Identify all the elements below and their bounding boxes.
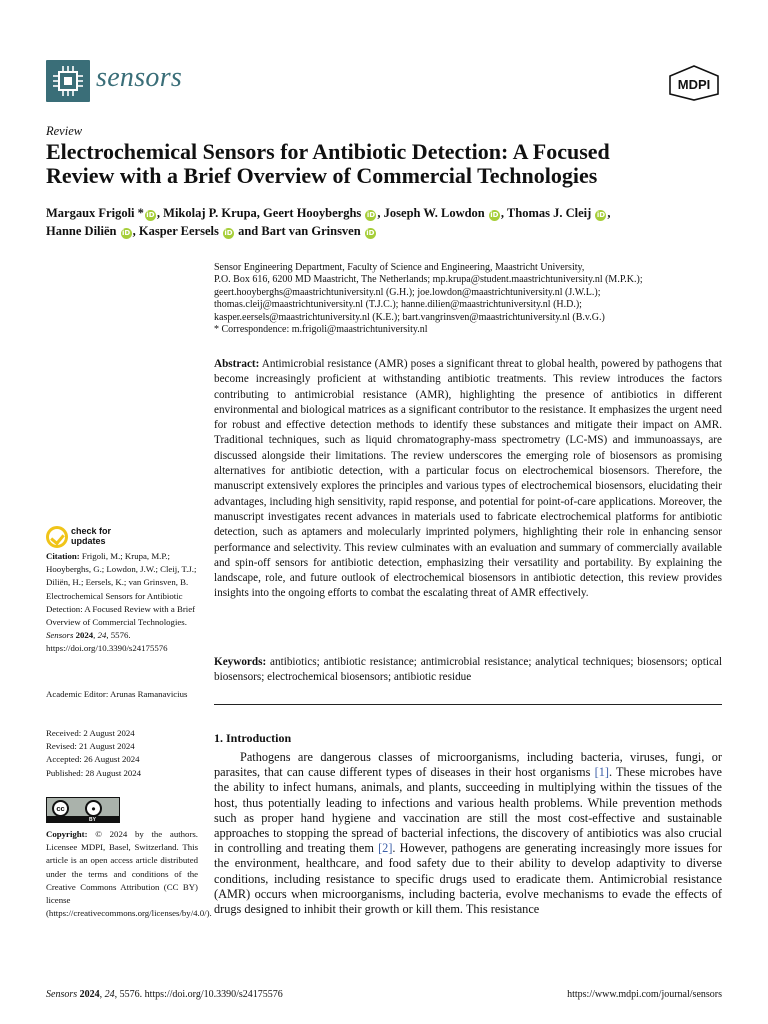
orcid-icon[interactable]: iD bbox=[490, 211, 499, 219]
footer-journal: Sensors bbox=[46, 989, 78, 1000]
intro-paragraph bbox=[214, 750, 722, 917]
orcid-icon[interactable]: iD bbox=[366, 211, 376, 219]
author-line bbox=[46, 204, 722, 222]
footer-year: 2024 bbox=[79, 989, 100, 1000]
author-name: and Bart van Grinsven bbox=[238, 224, 361, 238]
citation-doi[interactable]: , 5576. https://doi.org/10.3390/s24175576 bbox=[46, 630, 168, 654]
citation-year: 2024 bbox=[75, 630, 94, 641]
article-title bbox=[46, 140, 726, 188]
academic-editor: Academic Editor: Arunas Ramanavicius bbox=[46, 689, 188, 699]
abstract-text: Antimicrobial resistance (AMR) poses a significant threat to global health, powered by pathogens that become increasingly proficient at withstanding antibiotic treatments. This review introduces the factors contributing to antimicrobial resistance (AMR), highlighting the presence of antibiotics in different environmental and biological matrices as a significant contributor to the resistance. It emphasizes the urgent need for robust and effective detection methods to identify these substances and mitigate their impact on AMR. Traditional techniques, such as liquid chromatography-mass spectrometry (LC-MS) and immunoassays, are discussed alongside their limitations. The review underscores the emerging role of biosensors as promising alternatives for antibiotic detection, with a particular focus on electrochemical biosensors. Therefore, the manuscript extensively explores the principles and various types of electrochemical biosensors, elucidating their advantages, including high sensitivity, rapid response, and potential for point-of-care applications. Moreover, the manuscript investigates recent advances in materials used to fabricate electrochemical platforms for antibiotic detection, such as aptamers and molecularly imprinted polymers, highlighting their role in enhancing sensor performance and selectivity. This review culminates with an evaluation and summary of commercially available and spin-off sensors for antibiotic detection, emphasizing their versatility and portability. By explaining the landscape, role, and future outlook of electrochemical biosensors in antibiotic detection, this review provides insights into the ongoing efforts to combat the escalating threat of AMR effectively. bbox=[214, 358, 722, 600]
citation-link[interactable]: [1] bbox=[594, 765, 609, 780]
affiliation-block bbox=[214, 262, 724, 336]
attribution-person-icon: ● bbox=[85, 800, 102, 817]
journal-name: sensors bbox=[96, 62, 183, 93]
article-title-line: Review with a Brief Overview of Commercial Technologies bbox=[46, 163, 598, 188]
keywords bbox=[214, 655, 722, 686]
intro-text: . However, pathogens are generating increasingly more issues for the environment, healthcare, and food safety due to their ability to develop adaptivity to diverse conditions, including resistance to specific drugs used to eradicate them. Antimicrobial resistance (AMR) occurs when microorganisms, including bacteria, evolve mechanisms to evade the effects of drugs designed to inhibit their growth or kill them. This resistance bbox=[214, 841, 723, 917]
footer-citation: Sensors 2024, 24, 5576. https://doi.org/10.3390/s24175576 bbox=[46, 989, 283, 1000]
citation-label: Citation: bbox=[46, 551, 80, 561]
citation-journal: Sensors bbox=[46, 630, 74, 641]
dates-block bbox=[46, 727, 198, 780]
abstract bbox=[214, 357, 722, 602]
orcid-icon[interactable]: iD bbox=[146, 211, 155, 219]
author-line bbox=[46, 222, 722, 240]
article-title-line: Electrochemical Sensors for Antibiotic Detection: A Focused bbox=[46, 139, 610, 164]
copyright-text: © 2024 by the authors. Licensee MDPI, Basel, Switzerland. This article is an open access article distributed under the terms and conditions of the Creative Commons Attribution (CC BY) license (https://creativecommons.org/licenses/by/4.0/). bbox=[46, 829, 212, 919]
abstract-label: Abstract: bbox=[214, 358, 260, 370]
date-accepted: Accepted: 26 August 2024 bbox=[46, 754, 140, 765]
citation-link[interactable]: [2] bbox=[378, 841, 393, 856]
orcid-icon[interactable]: iD bbox=[366, 229, 375, 237]
section-heading: 1. Introduction bbox=[214, 731, 292, 745]
keywords-text: antibiotics; antibiotic resistance; antimicrobial resistance; analytical techniques; biosensors; optical biosensors; electrochemical biosensors; antibiotic residue bbox=[214, 656, 723, 684]
intro-text: Pathogens are dangerous classes of microorganisms, including bacteria, viruses, fungi, or parasites, that can cause different types of diseases in their host organisms bbox=[214, 750, 722, 780]
affiliation-line: thomas.cleij@maastrichtuniversity.nl (T.J.C.); hanne.dilien@maastrichtuniversity.nl (H.D.); bbox=[214, 299, 582, 311]
copyright-label: Copyright: bbox=[46, 829, 88, 839]
license-strip bbox=[47, 816, 119, 822]
check-updates-label bbox=[71, 527, 111, 546]
keywords-label: Keywords: bbox=[214, 656, 267, 668]
date-revised: Revised: 21 August 2024 bbox=[46, 741, 135, 752]
author-name: , Mikolaj P. Krupa, Geert Hooyberghs bbox=[156, 206, 362, 220]
orcid-icon[interactable]: iD bbox=[596, 211, 606, 219]
author-name: , Thomas J. Cleij bbox=[500, 206, 592, 220]
correspondence-line: * Correspondence: m.frigoli@maastrichtuniversity.nl bbox=[214, 324, 428, 336]
intro-text: . These microbes have the ability to infect humans, animals, and plants, succeeding in multiplying within the tissues of the host, thus potentially leading to infections and various health problems. While prevention methods such as proper hand hygiene and vaccination are still the most cost-effective and sustainable approaches to stopping the spread of bacterial infections, the discovery of antibiotics was also crucial in controlling and treating them bbox=[214, 765, 722, 856]
journal-header bbox=[46, 60, 722, 104]
mdpi-logo bbox=[666, 64, 722, 102]
cc-by-license-badge[interactable] bbox=[46, 797, 120, 823]
check-updates-line: updates bbox=[71, 535, 106, 546]
orcid-icon[interactable]: iD bbox=[122, 229, 131, 237]
affiliation-line: Sensor Engineering Department, Faculty of Science and Engineering, Maastricht University, bbox=[214, 262, 585, 273]
footer-journal-url[interactable]: https://www.mdpi.com/journal/sensors bbox=[567, 989, 722, 1000]
check-updates-line: check for bbox=[71, 526, 112, 536]
citation-text: Frigoli, M.; Krupa, M.P.; Hooyberghs, G.; Lowdon, J.W.; Cleij, T.J.; Diliën, H.; Eersels, K.; van Grinsven, B. Electrochemical Sensors for Antibiotic Detection: A Focused Review with a Brief Overview of Commercial Technologies. bbox=[46, 551, 197, 628]
affiliation-line: P.O. Box 616, 6200 MD Maastricht, The Netherlands; mp.krupa@student.maastrichtuniversity.nl (M.P.K.); bbox=[214, 274, 643, 286]
check-for-updates-button[interactable] bbox=[46, 526, 156, 550]
section-divider bbox=[214, 704, 722, 705]
citation-volume: 24 bbox=[97, 630, 107, 641]
date-published: Published: 28 August 2024 bbox=[46, 767, 142, 778]
affiliation-line: geert.hooyberghs@maastrichtuniversity.nl (G.H.); joe.lowdon@maastrichtuniversity.nl (J.W.L.); bbox=[214, 286, 601, 298]
check-updates-icon bbox=[46, 526, 68, 548]
by-label: BY bbox=[89, 817, 96, 823]
sensors-logo-icon bbox=[46, 60, 90, 102]
date-received: Received: 2 August 2024 bbox=[46, 728, 135, 738]
author-list bbox=[46, 204, 722, 240]
article-type: Review bbox=[46, 124, 83, 138]
author-name: , Joseph W. Lowdon bbox=[377, 206, 485, 220]
footer-doi[interactable]: , 5576. https://doi.org/10.3390/s24175576 bbox=[114, 989, 283, 1000]
footer-volume: 24 bbox=[104, 989, 115, 1000]
mdpi-logo-text: MDPI bbox=[677, 77, 711, 92]
author-name: Hanne Diliën bbox=[46, 224, 117, 238]
orcid-icon[interactable]: iD bbox=[224, 229, 233, 237]
citation-block: Citation: Frigoli, M.; Krupa, M.P.; Hooyberghs, G.; Lowdon, J.W.; Cleij, T.J.; Diliën, H.; Eersels, K.; van Grinsven, B. Electrochemical Sensors for Antibiotic Detection: A Focused Review with a Brief Overview of Commercial Technologies. Sensors 2024, 24, 5576. https://doi.org/10.3390/s24175576 bbox=[46, 551, 197, 654]
copyright-block bbox=[46, 828, 212, 920]
cc-icon: cc bbox=[52, 800, 69, 817]
author-name: , Kasper Eersels bbox=[132, 224, 219, 238]
author-name: Margaux Frigoli * bbox=[46, 206, 144, 220]
affiliation-line: kasper.eersels@maastrichtuniversity.nl (K.E.); bart.vangrinsven@maastrichtuniversity.nl (B.v.G.) bbox=[214, 311, 605, 323]
author-separator: , bbox=[607, 206, 611, 220]
